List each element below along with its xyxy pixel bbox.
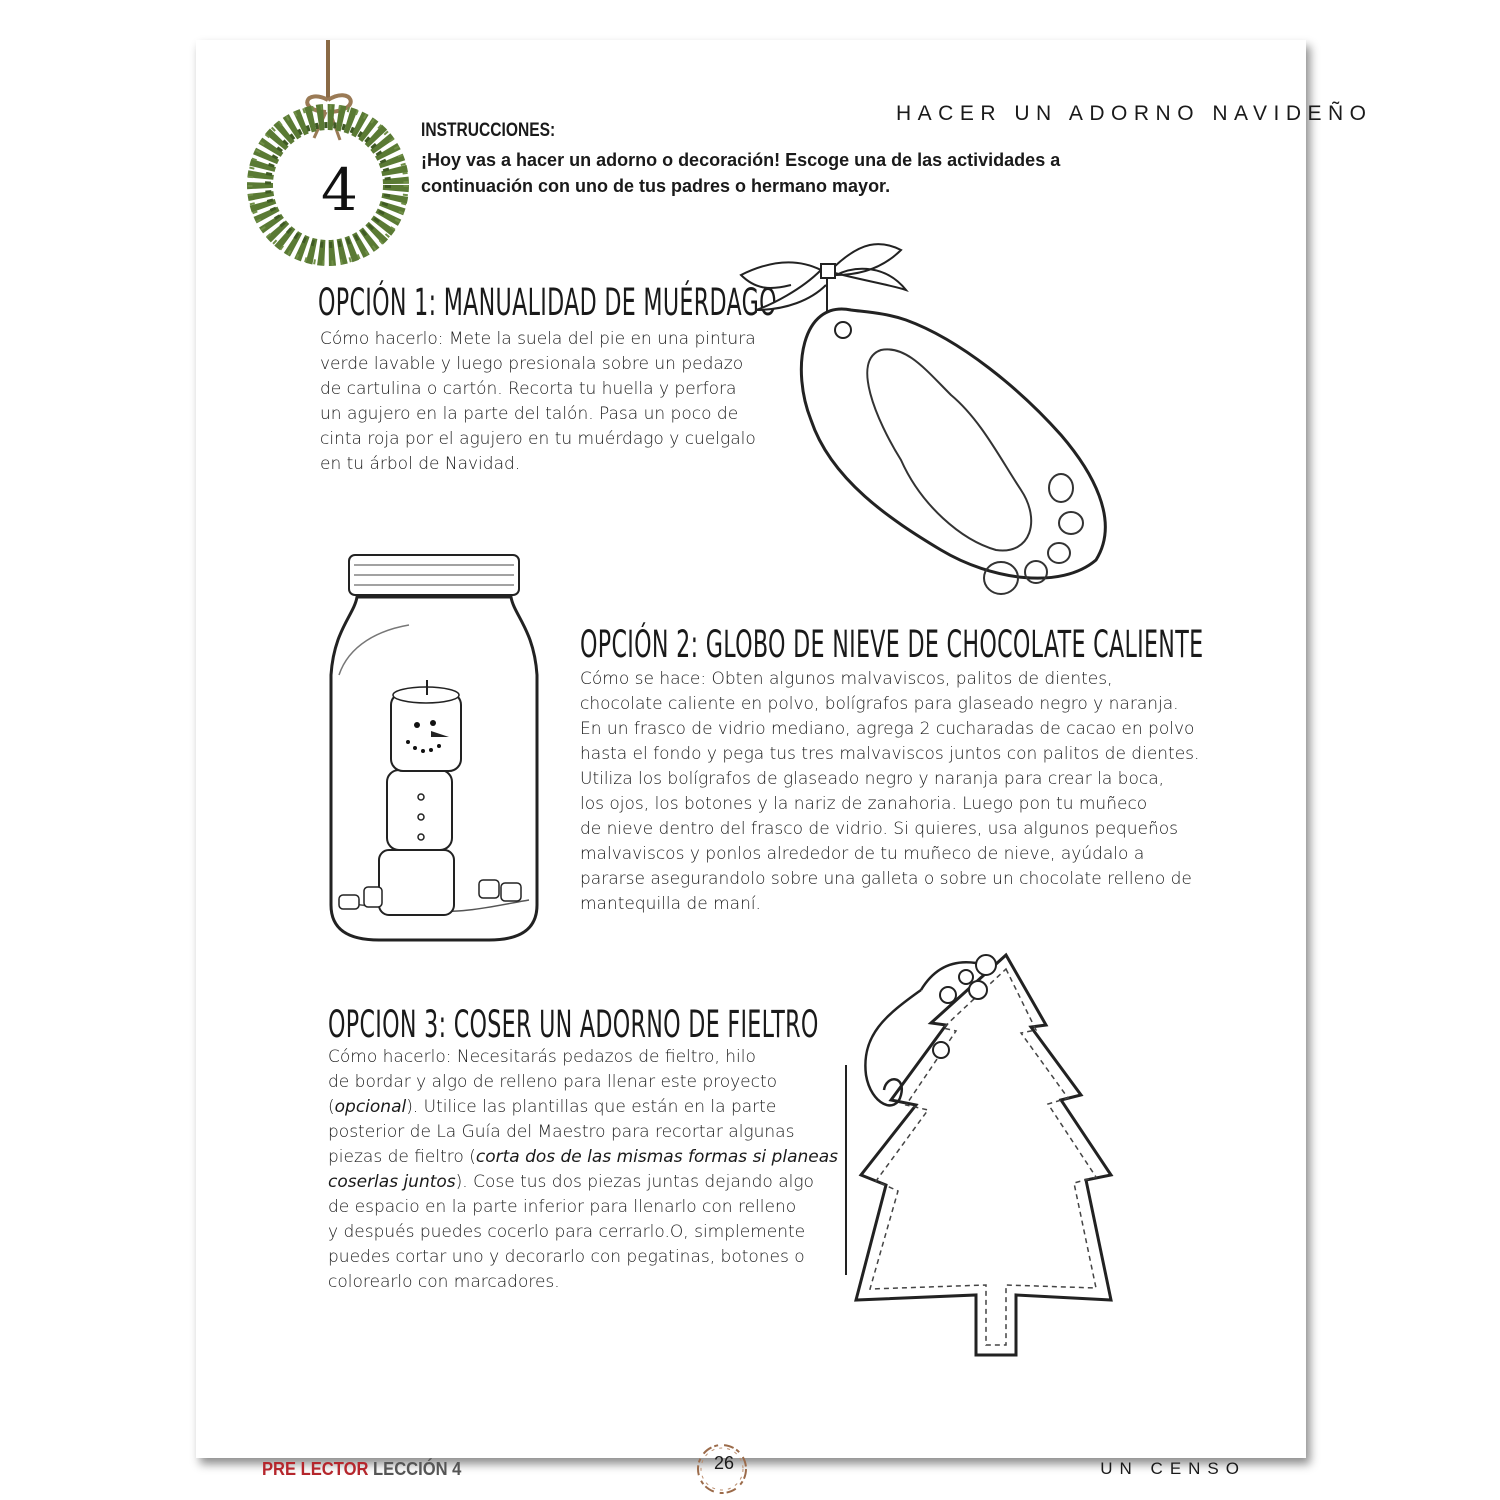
instructions-label: INSTRUCCIONES: [421,120,556,141]
mason-jar-snowman-icon [309,545,559,950]
footprint-ornament-icon [731,220,1121,630]
option2-body: Cómo se hace: Obten algunos malvaviscos, palitos de dientes, chocolate caliente en polvo, bolígrafos para glaseado negro y naranja. En un frasco de vidrio mediano, agrega 2 cucharadas de cacao en polvo hasta el fondo y pega tus tres malvaviscos juntos con palitos de dientes. Utiliza los bolígrafos de glaseado negro y naranja para crear la boca, los ojos, los botones y la nariz de zanahoria. Luego pon tu muñeco de nieve dentro del frasco de vidrio. Si quieres, usa algunos pequeños malvaviscos y ponlos alrededor de tu muñeco de nieve, ayúdalo a pararse asegurandolo sobre una galleta o sobre un chocolate relleno de mantequilla de maní. [580,669,1200,914]
footer-course-label: PRE LECTOR LECCIÓN 4 [262,1459,462,1479]
wreath-number: 4 [321,156,358,224]
wreath-icon [236,40,426,270]
option3-body: Cómo hacerlo: Necesitarás pedazos de fieltro, hilo de bordar y algo de relleno para llenar este proyecto (opcional). Utilice las plantillas que están en la parte posterior de La Guía del Maestro para recortar algunas piezas de fieltro (corta dos de las mismas formas si planeas coserlas juntos). Cose tus dos piezas juntas dejando algo de espacio en la parte inferior para llenarlo con relleno y después puedes cocerlo para cerrarlo.O, simplemente puedes cortar uno y decorarlo con pegatinas, botones o colorearlo con marcadores. [328,1047,838,1292]
page-number: 26 [713,1453,735,1473]
instructions-text: ¡Hoy vas a hacer un adorno o decoración! Escoge una de las actividades a continuación con uno de tus padres o hermano mayor. [421,150,1061,196]
footer-unit-label: UN CENSO [1100,1459,1246,1478]
worksheet-page [196,40,1373,1479]
option3-title: OPCION 3: COSER UN ADORNO DE FIELTRO [328,1003,819,1046]
felt-tree-ornament-icon [846,955,1116,1375]
option2-title: OPCIÓN 2: GLOBO DE NIEVE DE CHOCOLATE CALIENTE [580,623,1204,666]
page-title: HACER UN ADORNO NAVIDEÑO [896,102,1373,125]
option1-body: Cómo hacerlo: Mete la suela del pie en una pintura verde lavable y luego presionala sobre un pedazo de cartulina o cartón. Recorta tu huella y perfora un agujero en la parte del talón. Pasa un poco de cinta roja por el agujero en tu muérdago y cuelgalo en tu árbol de Navidad. [320,329,756,474]
option1-title: OPCIÓN 1: MANUALIDAD DE MUÉRDAGO [318,281,777,324]
